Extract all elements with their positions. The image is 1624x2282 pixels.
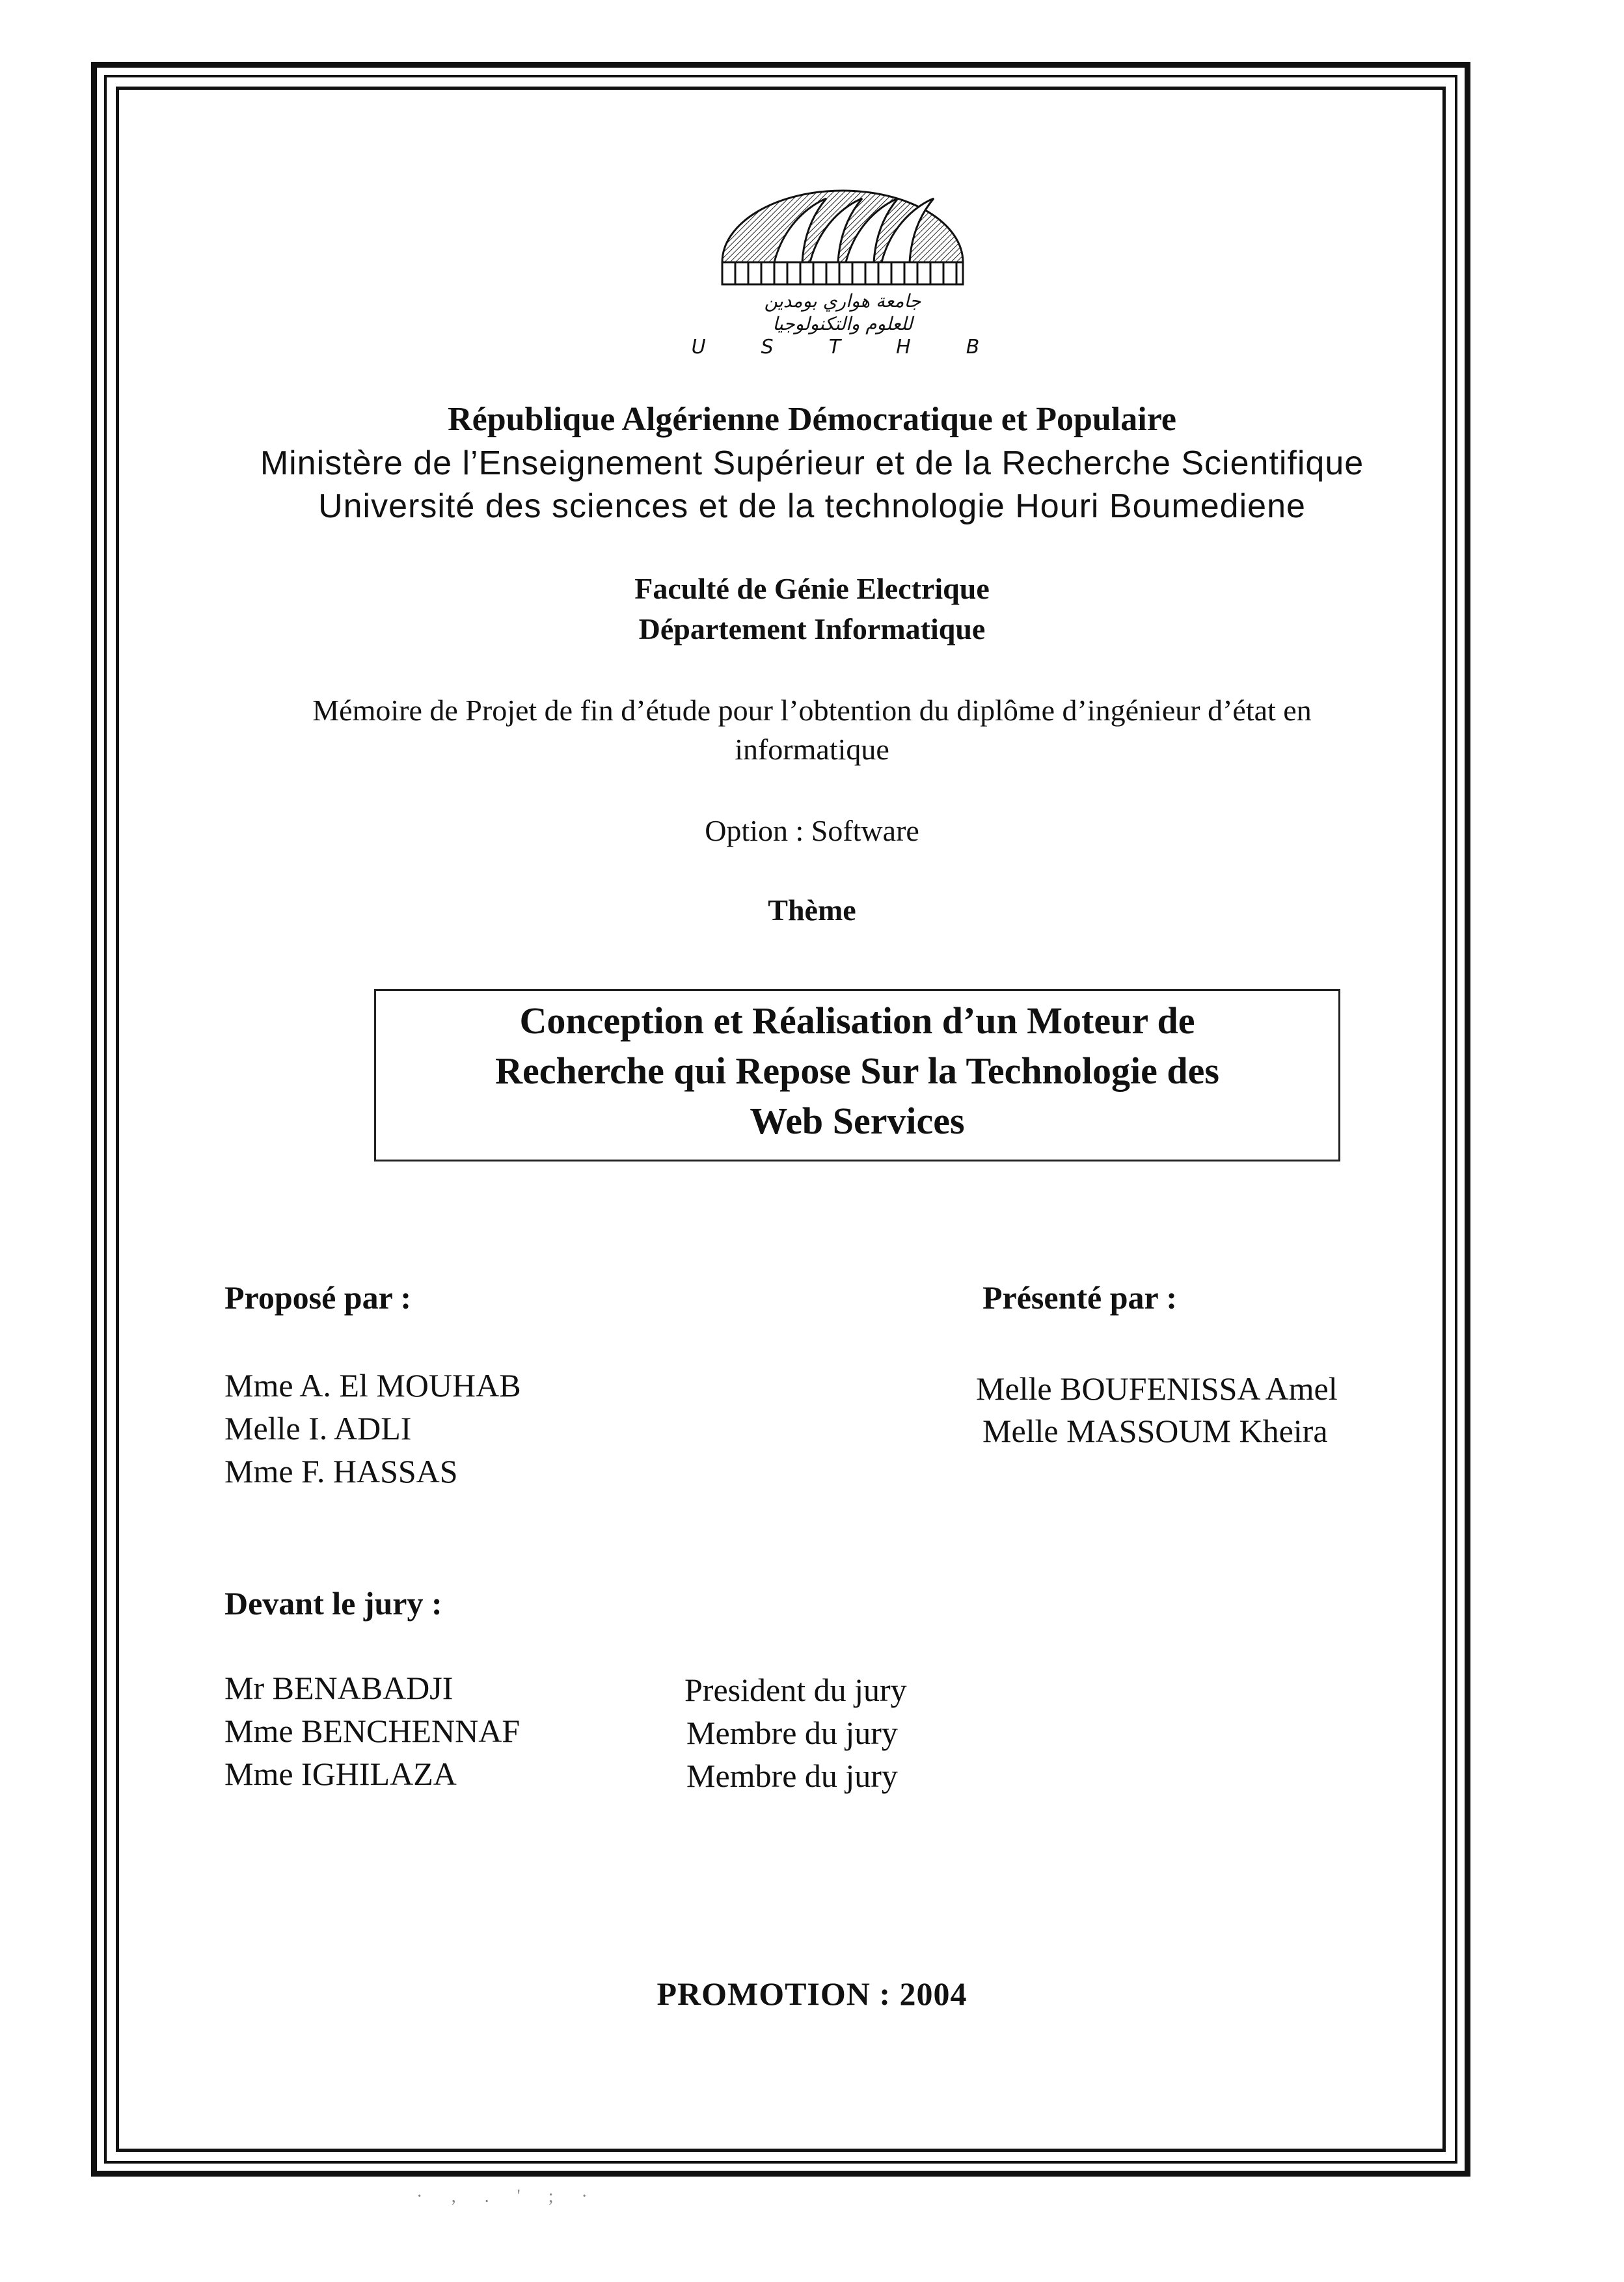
department-name: Département Informatique <box>638 612 986 645</box>
logo-acronym: U S T H B <box>691 336 994 359</box>
jury-member-role: Membre du jury <box>686 1715 898 1751</box>
jury-member-name: Mr BENABADJI <box>224 1670 453 1706</box>
title-line-1: Conception et Réalisation d’un Moteur de <box>519 999 1195 1042</box>
option-label: Option : Software <box>705 814 919 847</box>
university-title: Université des sciences et de la technologie Houri Boumediene <box>318 487 1306 525</box>
proposer-name: Mme A. El MOUHAB <box>224 1367 521 1404</box>
scan-artifact: · ‚ . ' ; · <box>416 2186 599 2207</box>
presented-heading: Présenté par : <box>982 1279 1177 1316</box>
presenter-name: Melle MASSOUM Kheira <box>982 1413 1328 1449</box>
title-line-3: Web Services <box>750 1100 965 1142</box>
presenter-name: Melle BOUFENISSA Amel <box>976 1370 1338 1407</box>
jury-member-name: Mme BENCHENNAF <box>224 1713 521 1749</box>
logo-arabic-line1: جامعة هواري بومدين <box>764 290 921 312</box>
faculty-name: Faculté de Génie Electrique <box>634 572 990 605</box>
usthb-logo <box>691 185 994 361</box>
proposer-name: Melle I. ADLI <box>224 1410 412 1447</box>
promotion-year: PROMOTION : 2004 <box>656 1976 968 2012</box>
proposed-heading: Proposé par : <box>224 1279 412 1316</box>
jury-heading: Devant le jury : <box>224 1585 442 1622</box>
jury-member-role: President du jury <box>684 1672 907 1708</box>
proposer-name: Mme F. HASSAS <box>224 1453 458 1489</box>
theme-label: Thème <box>768 893 856 927</box>
ministry-title: Ministère de l’Enseignement Supérieur et de la Recherche Scientifique <box>260 444 1364 482</box>
jury-member-name: Mme IGHILAZA <box>224 1756 457 1792</box>
memoire-line-1: Mémoire de Projet de fin d’étude pour l’obtention du diplôme d’ingénieur d’état en <box>312 694 1312 727</box>
title-line-2: Recherche qui Repose Sur la Technologie des <box>495 1050 1219 1092</box>
republic-title: République Algérienne Démocratique et Populaire <box>448 401 1176 438</box>
memoire-line-2: informatique <box>735 733 889 766</box>
jury-member-role: Membre du jury <box>686 1758 898 1794</box>
logo-arabic-line2: للعلوم والتكنولوجيا <box>772 313 913 334</box>
